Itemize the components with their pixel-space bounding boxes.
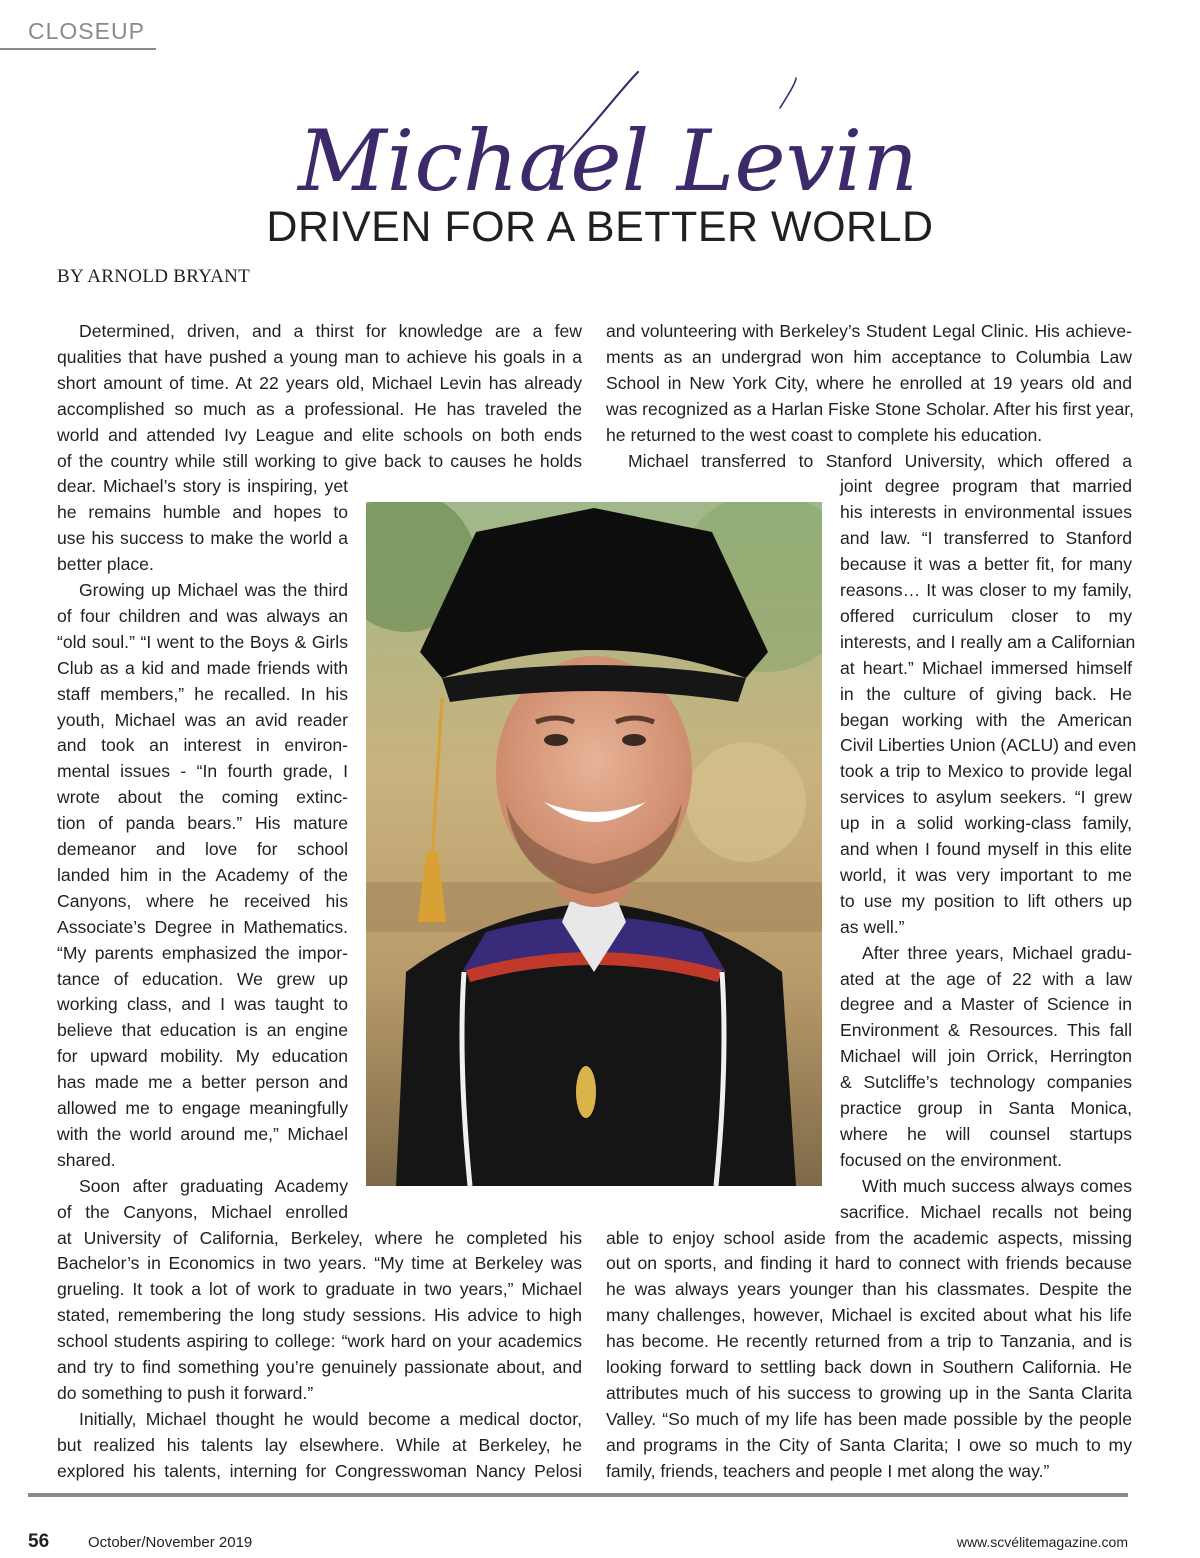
text-line: wrote about the coming extinc- [57,787,348,808]
text-line: “My parents emphasized the impor- [57,942,348,963]
article-title [290,70,930,210]
text-line: Civil Liberties Union (ACLU) and even [840,735,1137,756]
text-line: and when I found myself in this elite [840,839,1132,859]
text-line: staff members,” he recalled. In his [57,683,348,704]
text-line: accomplished so much as a professional. He has traveled the [57,398,582,419]
text-line: “old soul.” “I went to the Boys & Girls [57,631,348,652]
text-line: out on sports, and finding it hard to connect with friends because [606,1253,1132,1274]
text-line: Growing up Michael was the third [79,580,348,600]
text-line: Determined, driven, and a thirst for knowledge are a few [79,321,582,341]
text-line: services to asylum seekers. “I grew [840,787,1132,808]
text-line: he was always years younger than his classmates. Despite the [606,1279,1132,1300]
text-line: focused on the environment. [840,1149,1063,1170]
text-line: as well.” [840,916,905,937]
text-line: and try to find something you’re genuinely passionate about, and [57,1357,582,1377]
text-line: where he will counsel startups [840,1123,1132,1144]
text-line: landed him in the Academy of the [57,864,348,885]
page-number: 56 [28,1531,50,1552]
text-line: qualities that have pushed a young man to achieve his goals in a [57,346,582,367]
text-line: for upward mobility. My education [57,1046,348,1067]
text-line: Canyons, where he received his [57,890,348,911]
text-line: and law. “I transferred to Stanford [840,528,1132,549]
text-line: because it was a better fit, for many [840,554,1132,575]
title-text: Michael Levin [295,112,918,210]
text-line: has become. He recently returned from a trip to Tanzania, and is [606,1331,1132,1352]
text-line: dear. Michael’s story is inspiring, yet [57,476,348,497]
text-line: world and attended Ivy League and elite schools on both ends [57,424,582,445]
section-rule [0,48,156,50]
text-line: degree and a Master of Science in [840,994,1132,1015]
text-line: demeanor and love for school [57,839,348,859]
text-line: & Sutcliffe’s technology companies [840,1072,1132,1093]
text-line: stated, remembering the long study sessions. His advice to high [57,1305,582,1326]
text-line: With much success always comes [862,1175,1132,1196]
text-line: has made me a better person and [57,1072,348,1093]
text-line: Valley. “So much of my life has been made possible by the people [606,1408,1132,1429]
text-line: use his success to make the world a [57,528,348,549]
text-line: ated at the age of 22 with a law [840,968,1132,989]
text-line: looking forward to settling back down in Southern California. He [606,1357,1132,1377]
text-line: tion of panda bears.” His mature [57,813,348,834]
text-line: believe that education is an engine [57,1020,348,1041]
text-line: allowed me to engage meaningfully [57,1098,348,1118]
text-line: but realized his talents lay elsewhere. While at Berkeley, he [57,1434,582,1455]
text-line: at University of California, Berkeley, where he completed his [57,1227,582,1248]
text-line: working class, and I was taught to [57,994,348,1015]
issue-date: October/November 2019 [88,1534,253,1551]
section-label: CLOSEUP [28,18,145,44]
text-line: explored his talents, interning for Congresswoman Nancy Pelosi [57,1460,582,1481]
text-line: his interests in environmental issues [840,502,1132,523]
text-line: able to enjoy school aside from the academic aspects, missing [606,1227,1132,1248]
text-line: sacrifice. Michael recalls not being [840,1201,1132,1222]
text-line: mental issues - “In fourth grade, I [57,761,348,782]
text-line: short amount of time. At 22 years old, Michael Levin has already [57,372,582,393]
text-line: grueling. It took a lot of work to graduate in two years,” Michael [57,1279,582,1300]
text-line: offered curriculum closer to my [840,605,1132,626]
text-line: Michael will join Orrick, Herrington [840,1046,1132,1067]
text-line: with the world around me,” Michael [57,1123,348,1144]
text-line: at heart.” Michael immersed himself [840,657,1132,678]
text-line: After three years, Michael gradu- [862,942,1132,963]
text-line: began working with the American [840,709,1132,730]
graduate-portrait [366,502,822,1186]
text-line: in the culture of giving back. He [840,683,1132,704]
text-line: practice group in Santa Monica, [840,1098,1132,1118]
text-line: School in New York City, where he enrolled at 19 years old and [606,372,1132,393]
text-line: was recognized as a Harlan Fiske Stone Scholar. After his first year, [606,398,1135,419]
text-line: of the Canyons, Michael enrolled [57,1201,348,1222]
text-line: do something to push it forward.” [57,1382,314,1403]
website: www.scvélitemagazine.com [956,1534,1128,1550]
text-line: Environment & Resources. This fall [840,1020,1132,1041]
text-line: he remains humble and hopes to [57,502,348,523]
text-line: reasons… It was closer to my family, [840,580,1132,600]
text-line: to use my position to lift others up [840,890,1132,911]
text-line: school students aspiring to college: “work hard on your academics [57,1331,582,1352]
article-subtitle: DRIVEN FOR A BETTER WORLD [266,203,934,251]
byline: BY ARNOLD BRYANT [57,266,251,287]
text-line: Initially, Michael thought he would become a medical doctor, [79,1408,582,1429]
text-line: Club as a kid and made friends with [57,657,348,678]
text-line: family, friends, teachers and people I met along the way.” [606,1460,1050,1481]
text-line: Bachelor’s in Economics in two years. “My time at Berkeley was [57,1253,582,1274]
text-line: Soon after graduating Academy [79,1175,348,1196]
text-line: of the country while still working to give back to causes he holds [57,450,582,471]
text-line: and programs in the City of Santa Clarita; I owe so much to my [606,1434,1132,1455]
text-line: interests, and I really am a Californian [840,631,1136,652]
title-flourish-2 [780,78,796,108]
text-line: many challenges, however, Michael is excited about what his life [606,1305,1132,1326]
text-line: and volunteering with Berkeley’s Student Legal Clinic. His achieve- [606,321,1132,341]
text-line: Michael transferred to Stanford University, which offered a [628,450,1132,471]
text-line: tance of education. We grew up [57,968,348,989]
text-line: better place. [57,554,154,575]
text-line: up in a solid working-class family, [840,813,1132,834]
text-line: he returned to the west coast to complete his education. [606,424,1043,445]
text-line: ments as an undergrad won him acceptance to Columbia Law [606,346,1132,367]
footer-rule [28,1493,1128,1497]
text-line: of four children and was always an [57,605,348,626]
text-line: shared. [57,1149,116,1170]
text-line: joint degree program that married [840,476,1132,497]
text-line: and took an interest in environ- [57,735,348,756]
text-line: took a trip to Mexico to provide legal [840,761,1132,782]
text-line: youth, Michael was an avid reader [57,709,348,730]
text-line: attributes much of his success to growing up in the Santa Clarita [606,1382,1132,1403]
text-line: Associate’s Degree in Mathematics. [57,916,348,937]
text-line: world, it was very important to me [840,864,1132,885]
